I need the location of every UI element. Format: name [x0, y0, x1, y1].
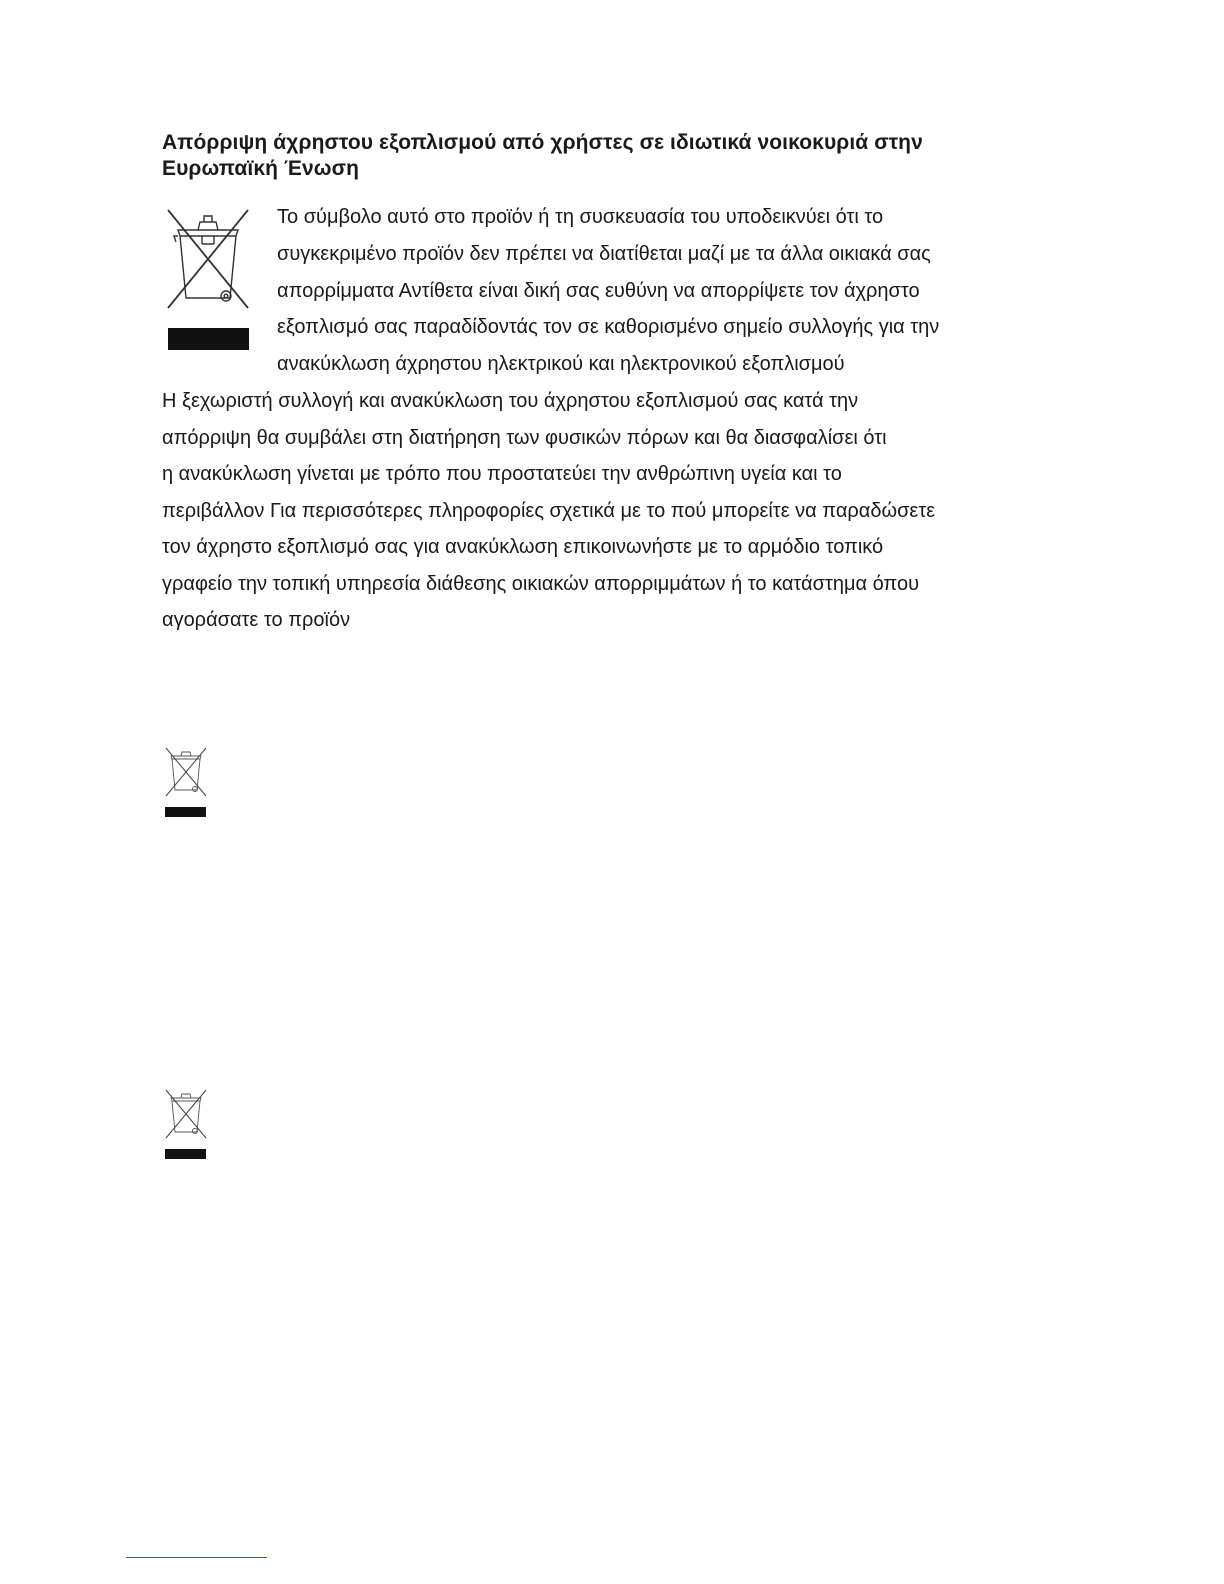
title-line-2: Ευρωπαϊκή Ένωση [162, 157, 360, 180]
paragraph-2-line-7: αγοράσατε το προϊόν [162, 609, 351, 631]
paragraph-2-line-6: γραφείο την τοπική υπηρεσία διάθεσης οικιακών απορριμμάτων ή το κατάστημα όπου [162, 573, 920, 595]
paragraph-2-line-3: η ανακύκλωση γίνεται με τρόπο που προστατεύει την ανθρώπινη υγεία και το [162, 463, 842, 485]
paragraph-2-line-4: περιβάλλον Για περισσότερες πληροφορίες σχετικά με το πού μπορείτε να παραδώσετε [162, 500, 936, 522]
paragraph-2-line-2: απόρριψη θα συμβάλει στη διατήρηση των φυσικών πόρων και θα διασφαλίσει ότι [162, 427, 887, 449]
paragraph-1-line-3: απορρίμματα Αντίθετα είναι δική σας ευθύνη να απορρίψετε τον άχρηστο [277, 280, 920, 302]
weee-crossed-out-bin-icon [163, 746, 209, 820]
page-title [162, 130, 982, 182]
title-line-1: Απόρριψη άχρηστου εξοπλισμού από χρήστες σε ιδιωτικά νοικοκυριά στην [162, 131, 923, 154]
paragraph-1-line-4: εξοπλισμό σας παραδίδοντάς τον σε καθορισμένο σημείο συλλογής για την [277, 316, 940, 338]
paragraph-2-line-5: τον άχρηστο εξοπλισμό σας για ανακύκλωση επικοινωνήστε με το αρμόδιο τοπικό [162, 536, 884, 558]
paragraph-1-line-1: Το σύμβολο αυτό στο προϊόν ή τη συσκευασία του υποδεικνύει ότι το [277, 206, 884, 228]
paragraph-2-line-1: Η ξεχωριστή συλλογή και ανακύκλωση του άχρηστου εξοπλισμού σας κατά την [162, 390, 859, 412]
weee-crossed-out-bin-icon [164, 206, 254, 354]
paragraph-1-line-2: συγκεκριμένο προϊόν δεν πρέπει να διατίθεται μαζί με τα άλλα οικιακά σας [277, 243, 931, 265]
paragraph-1-line-5: ανακύκλωση άχρηστου ηλεκτρικού και ηλεκτρονικού εξοπλισμού [277, 353, 845, 375]
weee-crossed-out-bin-icon [163, 1088, 209, 1162]
footnote-separator [126, 1557, 267, 1558]
